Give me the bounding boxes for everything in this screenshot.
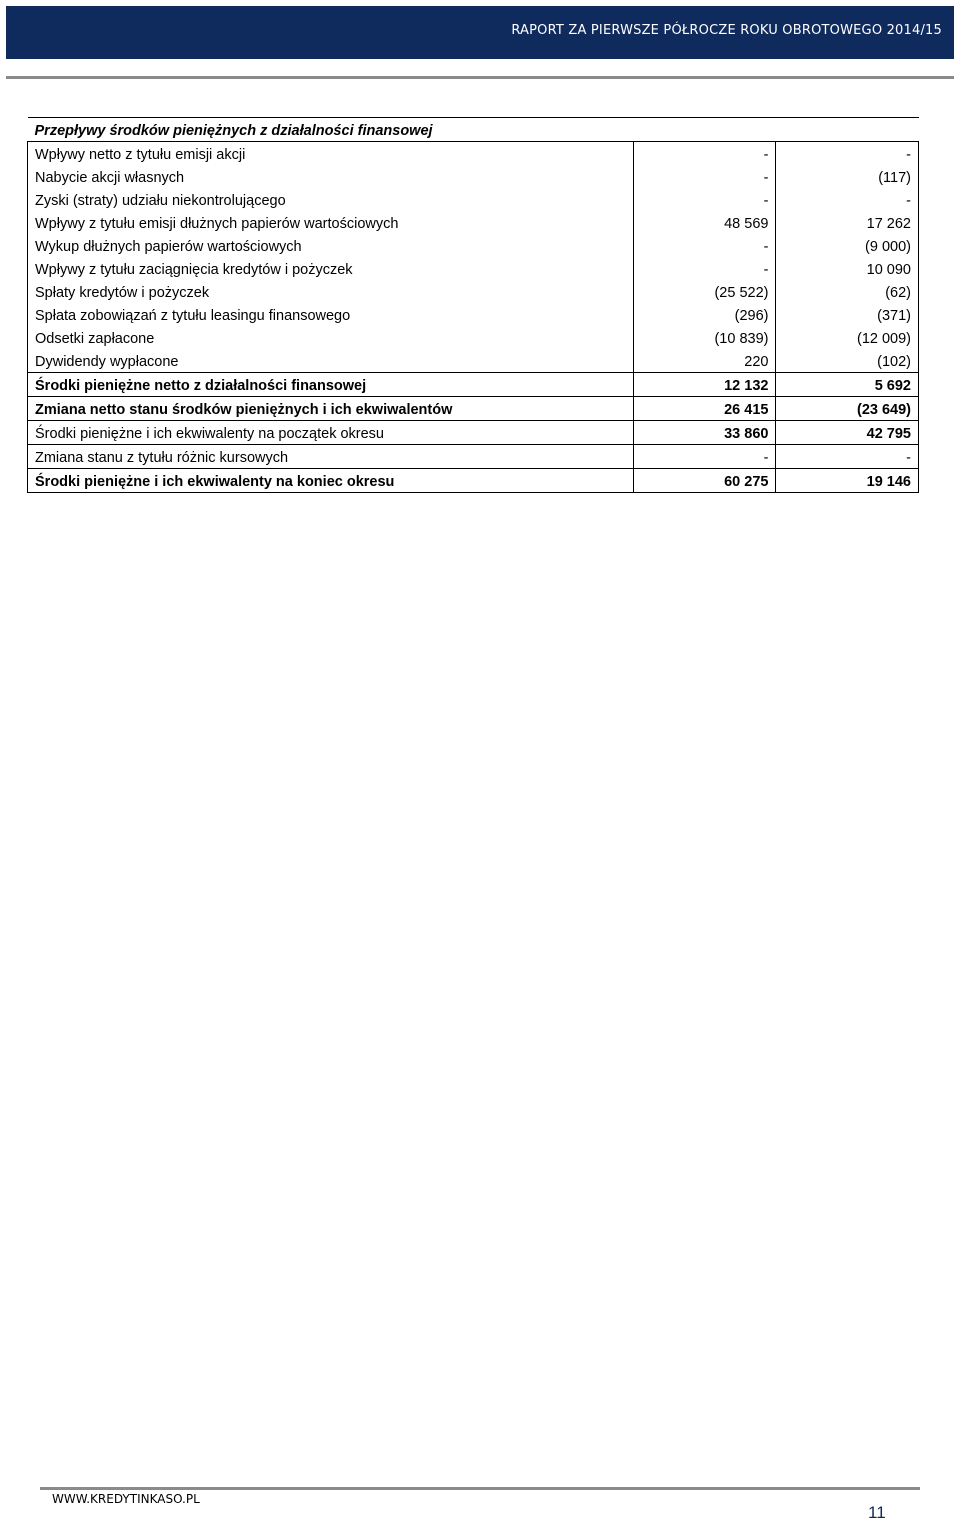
row-value-prior: - <box>776 142 919 166</box>
row-value-current: 33 860 <box>633 421 776 445</box>
row-label: Wpływy z tytułu emisji dłużnych papierów wartościowych <box>28 211 634 234</box>
closing-balance-row <box>28 469 919 493</box>
section-heading-row <box>28 118 919 142</box>
row-value-current: - <box>633 445 776 469</box>
row-value-prior: (117) <box>776 165 919 188</box>
row-label: Zmiana stanu z tytułu różnic kursowych <box>28 445 634 469</box>
net-change-row <box>28 397 919 421</box>
row-label: Środki pieniężne netto z działalności finansowej <box>28 373 634 397</box>
row-label: Wpływy netto z tytułu emisji akcji <box>28 142 634 166</box>
row-label: Zyski (straty) udziału niekontrolującego <box>28 188 634 211</box>
row-value-current: 26 415 <box>633 397 776 421</box>
row-label: Środki pieniężne i ich ekwiwalenty na koniec okresu <box>28 469 634 493</box>
row-value-current: 48 569 <box>633 211 776 234</box>
row-label: Spłata zobowiązań z tytułu leasingu finansowego <box>28 303 634 326</box>
row-value-prior: 19 146 <box>776 469 919 493</box>
row-label: Zmiana netto stanu środków pieniężnych i ich ekwiwalentów <box>28 397 634 421</box>
opening-balance-row <box>28 421 919 445</box>
row-value-prior: (102) <box>776 349 919 373</box>
table-row <box>28 349 919 373</box>
header-bar <box>6 6 954 59</box>
fx-difference-row <box>28 445 919 469</box>
footer-divider <box>40 1487 920 1490</box>
row-label: Spłaty kredytów i pożyczek <box>28 280 634 303</box>
row-value-current: 12 132 <box>633 373 776 397</box>
report-title: RAPORT ZA PIERWSZE PÓŁROCZE ROKU OBROTOWEGO 2014/15 <box>511 23 942 38</box>
table-row <box>28 280 919 303</box>
row-value-prior: 17 262 <box>776 211 919 234</box>
page-number: 11 <box>868 1503 886 1522</box>
table-row <box>28 188 919 211</box>
footer-website: WWW.KREDYTINKASO.PL <box>52 1492 200 1506</box>
row-label: Wykup dłużnych papierów wartościowych <box>28 234 634 257</box>
table-row <box>28 303 919 326</box>
row-value-prior: (371) <box>776 303 919 326</box>
row-value-current: - <box>633 257 776 280</box>
row-value-prior: 10 090 <box>776 257 919 280</box>
row-value-current: 60 275 <box>633 469 776 493</box>
row-value-current: (296) <box>633 303 776 326</box>
row-value-current: 220 <box>633 349 776 373</box>
table-row <box>28 165 919 188</box>
row-label: Odsetki zapłacone <box>28 326 634 349</box>
row-value-prior: 5 692 <box>776 373 919 397</box>
net-financing-row <box>28 373 919 397</box>
row-value-prior: (9 000) <box>776 234 919 257</box>
row-value-prior: - <box>776 188 919 211</box>
section-heading: Przepływy środków pieniężnych z działalności finansowej <box>28 118 919 142</box>
row-label: Nabycie akcji własnych <box>28 165 634 188</box>
row-value-prior: - <box>776 445 919 469</box>
row-label: Dywidendy wypłacone <box>28 349 634 373</box>
row-value-current: (25 522) <box>633 280 776 303</box>
row-value-current: (10 839) <box>633 326 776 349</box>
table-row <box>28 326 919 349</box>
table-row <box>28 142 919 166</box>
table-row <box>28 234 919 257</box>
cash-flow-table <box>27 117 919 493</box>
header-divider <box>6 76 954 79</box>
row-label: Środki pieniężne i ich ekwiwalenty na początek okresu <box>28 421 634 445</box>
table-row <box>28 211 919 234</box>
row-value-prior: (23 649) <box>776 397 919 421</box>
row-value-prior: (12 009) <box>776 326 919 349</box>
row-value-current: - <box>633 165 776 188</box>
row-label: Wpływy z tytułu zaciągnięcia kredytów i pożyczek <box>28 257 634 280</box>
table-row <box>28 257 919 280</box>
row-value-prior: (62) <box>776 280 919 303</box>
row-value-prior: 42 795 <box>776 421 919 445</box>
row-value-current: - <box>633 234 776 257</box>
row-value-current: - <box>633 142 776 166</box>
row-value-current: - <box>633 188 776 211</box>
